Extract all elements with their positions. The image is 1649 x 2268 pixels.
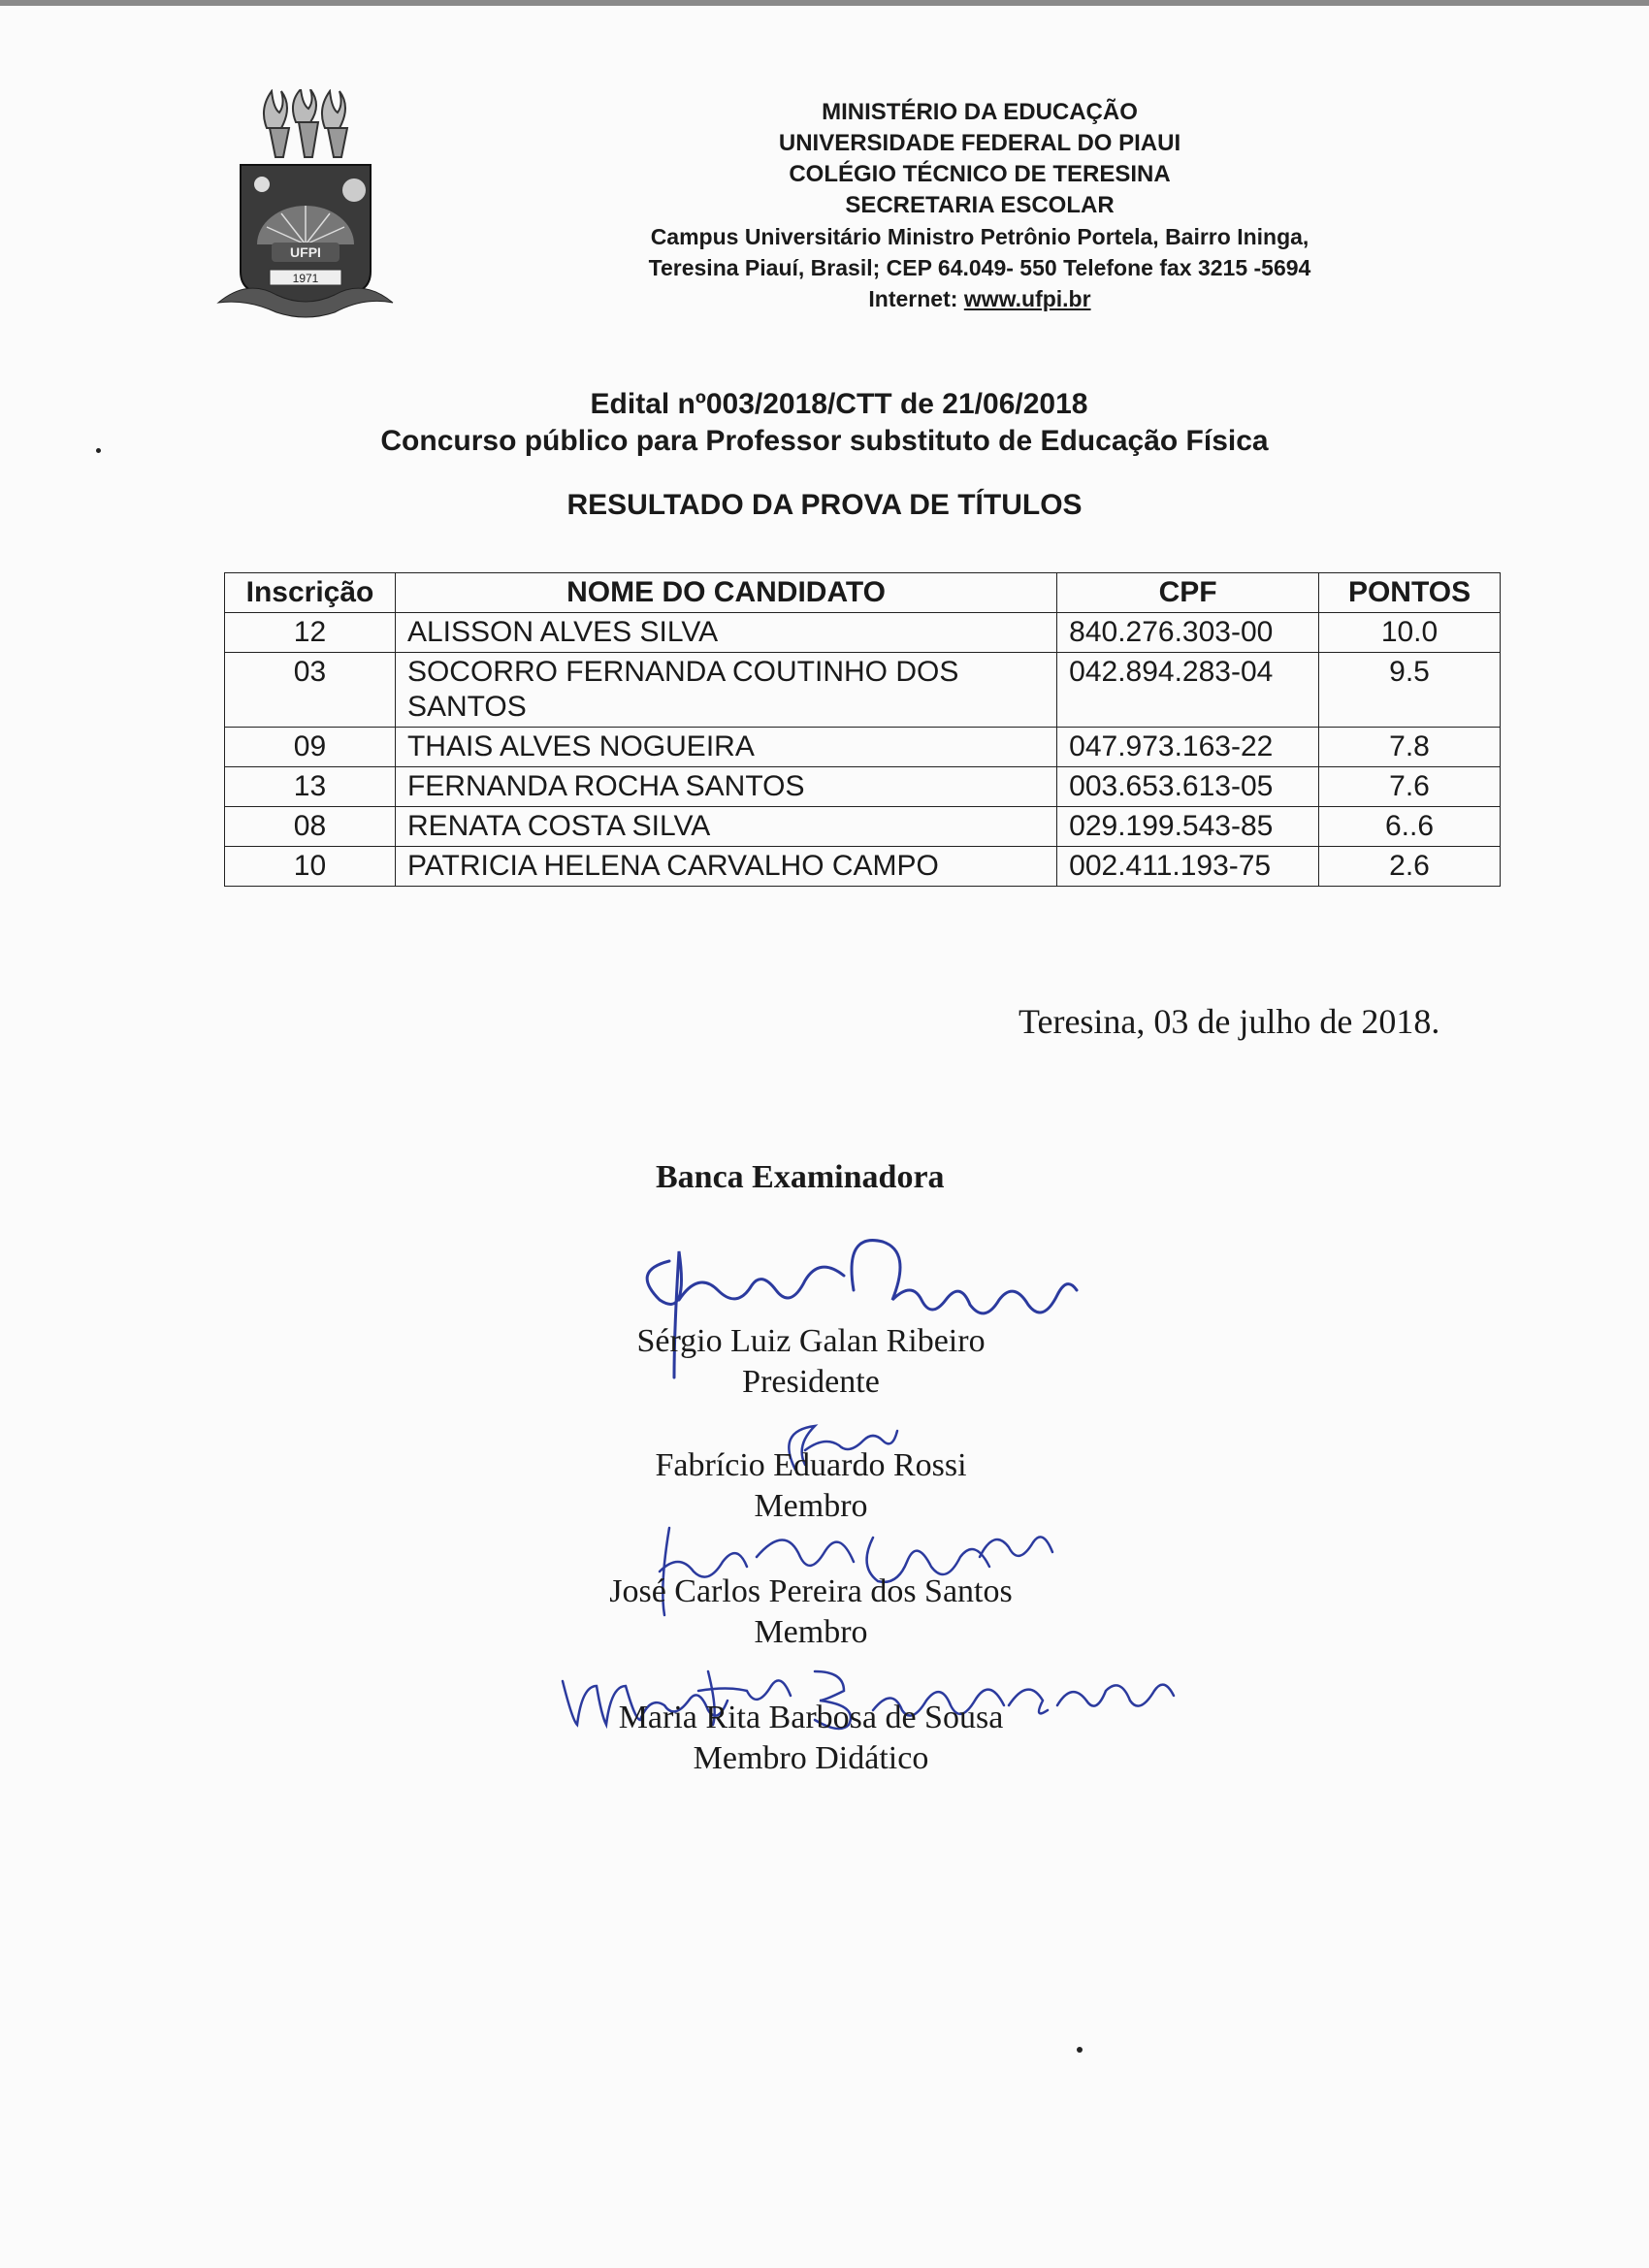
college-line: COLÉGIO TÉCNICO DE TERESINA (789, 161, 1171, 187)
cell-nome: RENATA COSTA SILVA (395, 807, 1056, 847)
member-name: Sérgio Luiz Galan Ribeiro (636, 1323, 986, 1359)
resultado-title: RESULTADO DA PROVA DE TÍTULOS (566, 489, 1083, 521)
table-row (225, 613, 1501, 653)
header-nome: NOME DO CANDIDATO (395, 573, 1056, 613)
cell-inscricao: 12 (225, 613, 396, 653)
table-row (225, 847, 1501, 887)
cell-inscricao: 08 (225, 807, 396, 847)
banca-title: Banca Examinadora (656, 1159, 945, 1195)
institution-header (524, 97, 1436, 314)
header-pontos: PONTOS (1319, 573, 1501, 613)
cell-nome: ALISSON ALVES SILVA (395, 613, 1056, 653)
table-row (225, 728, 1501, 767)
cell-nome: FERNANDA ROCHA SANTOS (395, 767, 1056, 807)
table-row (225, 653, 1501, 728)
table-row (225, 767, 1501, 807)
edital-title: Edital nº003/2018/CTT de 21/06/2018 (590, 388, 1088, 420)
cell-pontos: 2.6 (1319, 847, 1501, 887)
scan-speck (1077, 2047, 1083, 2053)
results-table (224, 572, 1501, 887)
place-date: Teresina, 03 de julho de 2018. (1018, 1002, 1440, 1041)
cell-cpf: 042.894.283-04 (1057, 653, 1319, 728)
ufpi-logo-icon (213, 89, 398, 327)
document-titles (0, 386, 1649, 524)
address-line: Teresina Piauí, Brasil; CEP 64.049- 550 Telefone fax 3215 -5694 (648, 255, 1311, 280)
cell-nome: THAIS ALVES NOGUEIRA (395, 728, 1056, 767)
cell-inscricao: 09 (225, 728, 396, 767)
cell-pontos: 6..6 (1319, 807, 1501, 847)
university-line: UNIVERSIDADE FEDERAL DO PIAUI (778, 130, 1181, 156)
internet-line (524, 283, 1436, 314)
member-1 (471, 1321, 1150, 1403)
scan-speck (96, 448, 101, 453)
table-row (225, 807, 1501, 847)
cell-inscricao: 03 (225, 653, 396, 728)
cell-inscricao: 10 (225, 847, 396, 887)
member-role: Membro (754, 1488, 868, 1524)
cell-nome: PATRICIA HELENA CARVALHO CAMPO (395, 847, 1056, 887)
cell-pontos: 9.5 (1319, 653, 1501, 728)
internet-label: Internet: (868, 286, 964, 311)
member-name: Maria Rita Barbosa de Sousa (618, 1700, 1004, 1735)
website-link[interactable]: www.ufpi.br (963, 286, 1091, 311)
member-4 (471, 1698, 1150, 1779)
cell-cpf: 003.653.613-05 (1057, 767, 1319, 807)
cell-cpf: 002.411.193-75 (1057, 847, 1319, 887)
member-role: Membro (754, 1614, 868, 1650)
concurso-title: Concurso público para Professor substituto de Educação Física (380, 425, 1269, 457)
cell-cpf: 047.973.163-22 (1057, 728, 1319, 767)
cell-pontos: 10.0 (1319, 613, 1501, 653)
cell-pontos: 7.8 (1319, 728, 1501, 767)
member-name: José Carlos Pereira dos Santos (609, 1573, 1013, 1609)
header-inscricao: Inscrição (225, 573, 396, 613)
scan-edge (0, 0, 1649, 6)
header-cpf: CPF (1057, 573, 1319, 613)
cell-cpf: 029.199.543-85 (1057, 807, 1319, 847)
member-role: Membro Didático (693, 1740, 929, 1776)
member-2 (471, 1445, 1150, 1527)
member-name: Fabrício Eduardo Rossi (655, 1447, 967, 1483)
ministry-line: MINISTÉRIO DA EDUCAÇÃO (822, 99, 1138, 125)
campus-line: Campus Universitário Ministro Petrônio Portela, Bairro Ininga, (650, 224, 1310, 249)
secretary-line: SECRETARIA ESCOLAR (845, 192, 1115, 218)
table-header-row (225, 573, 1501, 613)
member-3 (471, 1571, 1150, 1653)
member-role: Presidente (742, 1364, 880, 1400)
cell-pontos: 7.6 (1319, 767, 1501, 807)
cell-cpf: 840.276.303-00 (1057, 613, 1319, 653)
logo-year: 1971 (292, 272, 319, 285)
cell-inscricao: 13 (225, 767, 396, 807)
cell-nome: SOCORRO FERNANDA COUTINHO DOS SANTOS (395, 653, 1056, 728)
logo-text: UFPI (290, 244, 321, 260)
